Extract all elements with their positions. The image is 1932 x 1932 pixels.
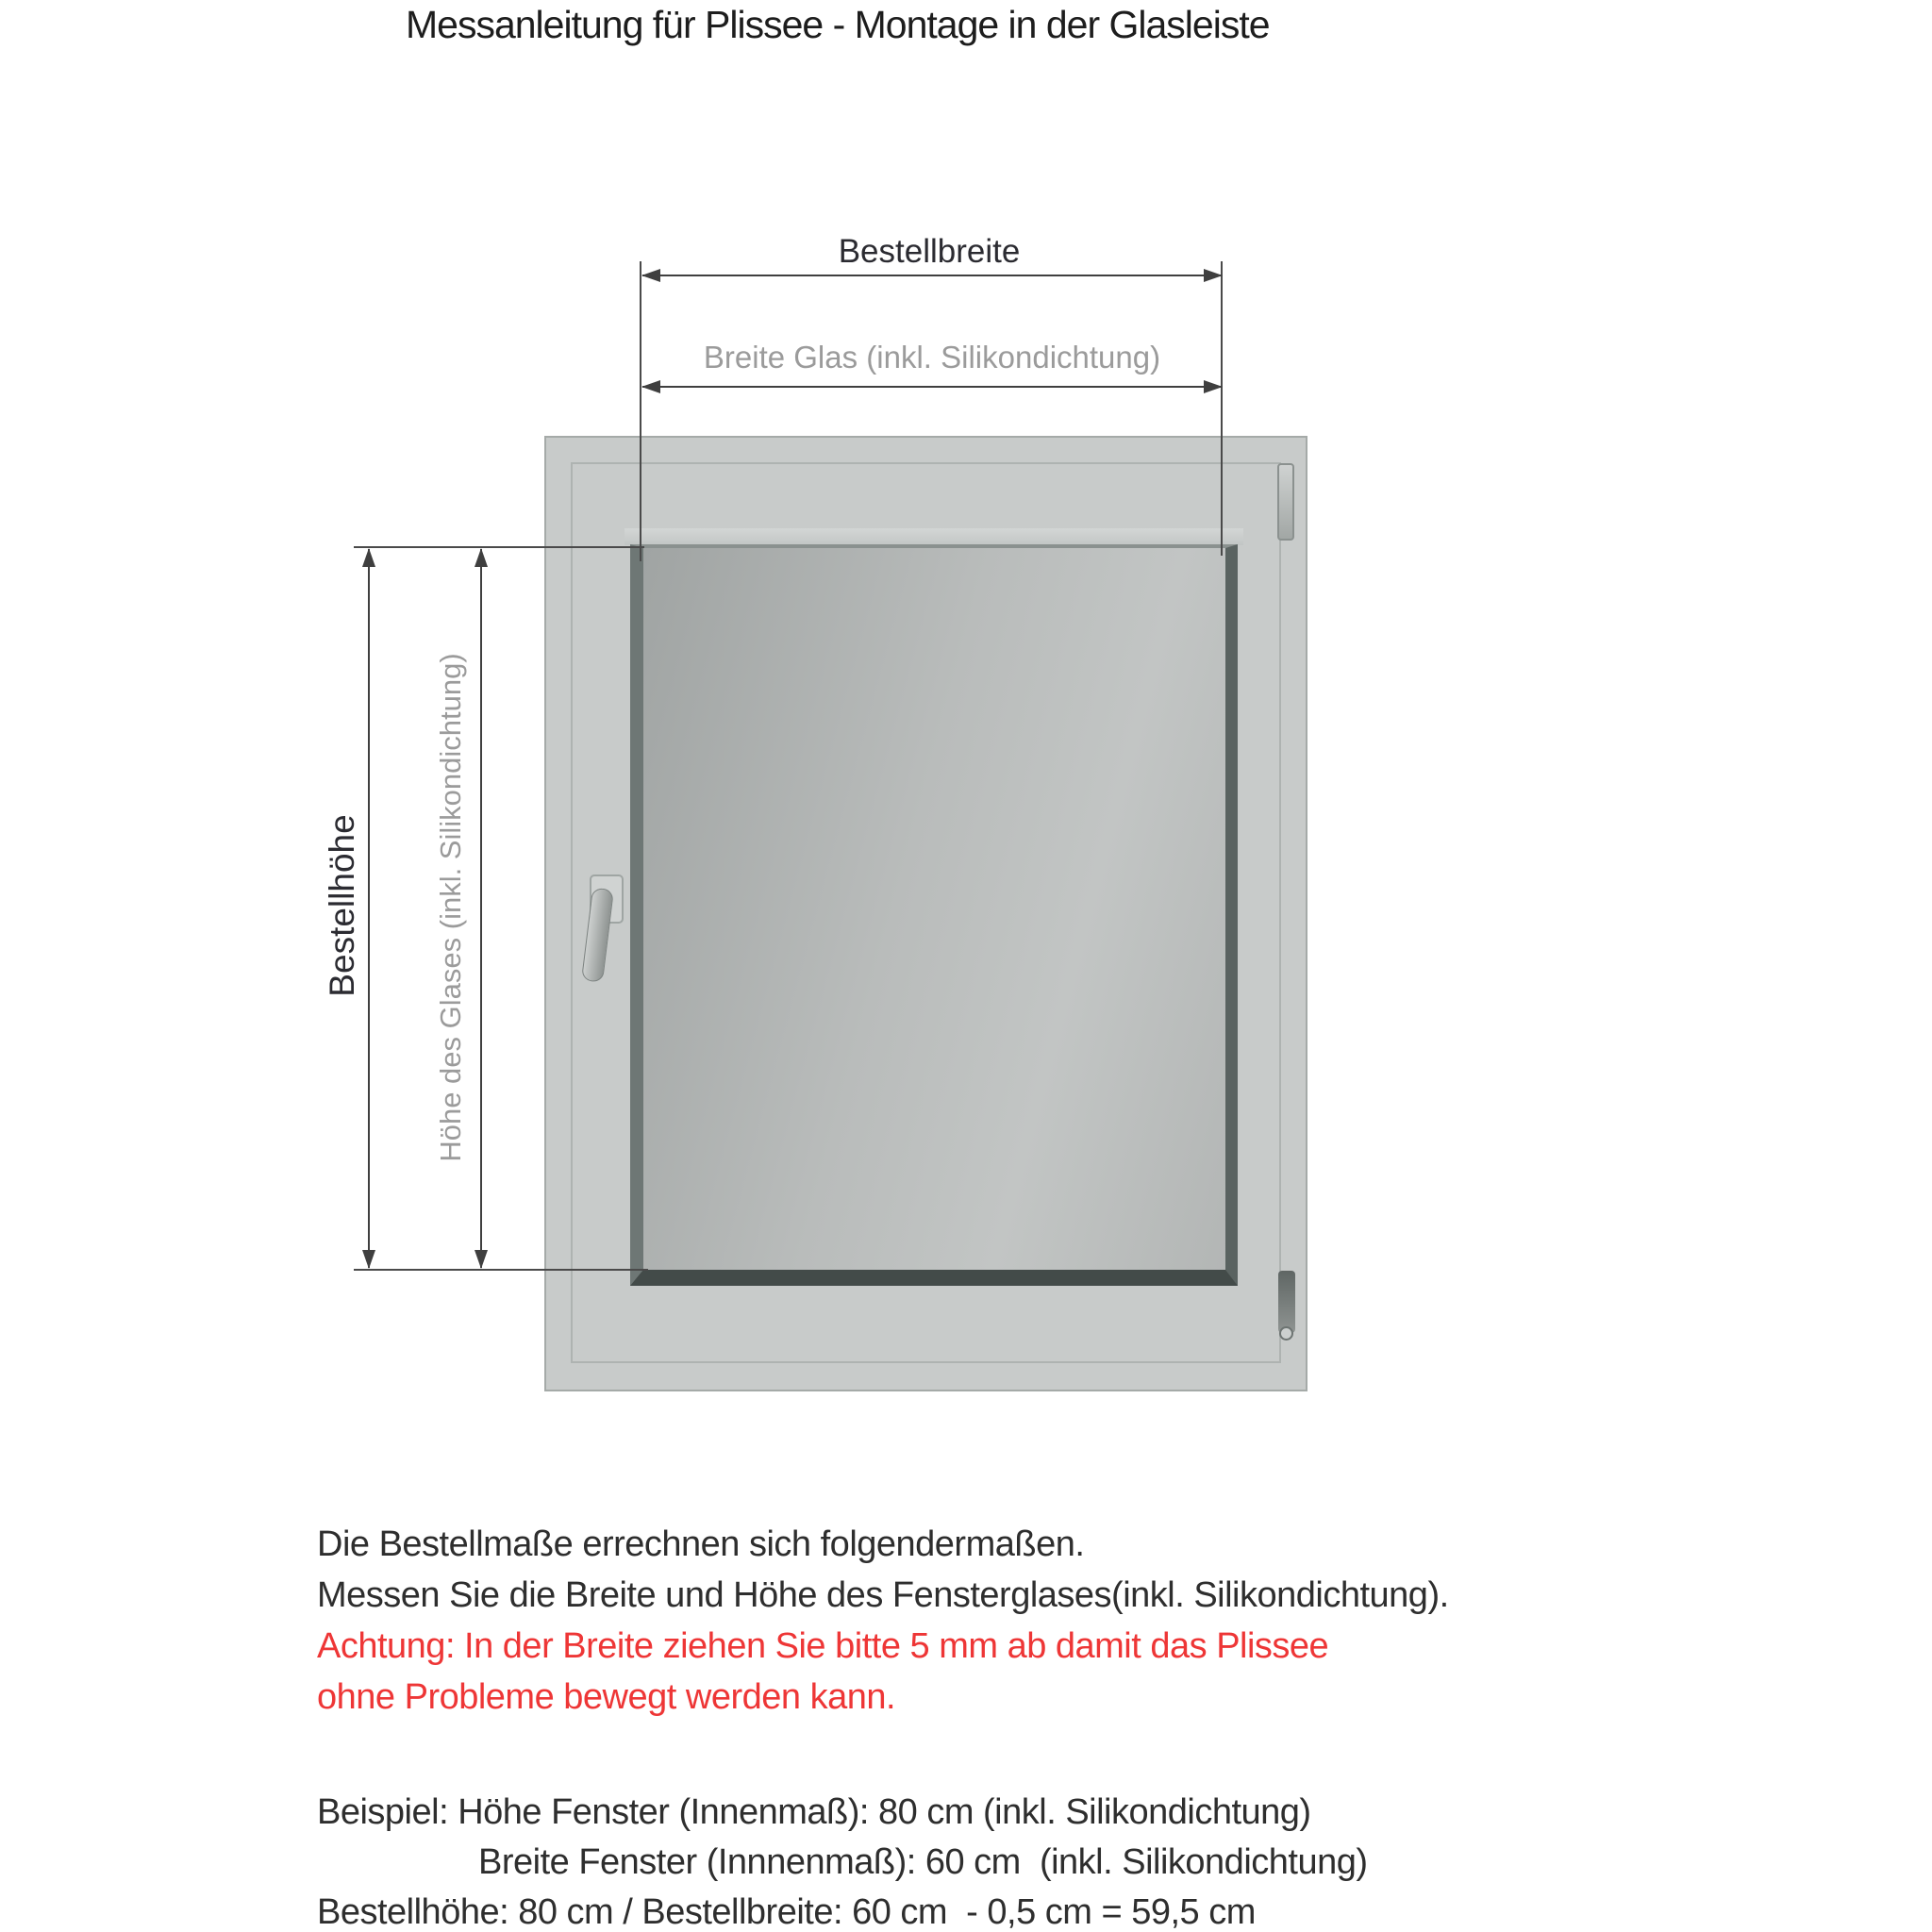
- tick-line-bottom: [354, 1269, 648, 1271]
- warning-line-2: ohne Probleme bewegt werden kann.: [317, 1677, 896, 1717]
- glass-height-dimension-arrow: [480, 549, 482, 1268]
- extension-line-right: [1221, 261, 1223, 556]
- glazing-bead-highlight: [625, 528, 1243, 545]
- example-line-3: Bestellhöhe: 80 cm / Bestellbreite: 60 cm - 0,5 cm = 59,5 cm: [317, 1892, 1256, 1932]
- window-hinge-bottom: [1278, 1271, 1295, 1333]
- instructions-paragraph: [317, 1519, 1449, 1723]
- tick-line-top: [354, 546, 644, 548]
- example-paragraph: [317, 1788, 1368, 1932]
- window-glass-pane: [630, 544, 1238, 1286]
- example-line-2: Breite Fenster (Innnenmaß): 60 cm (inkl. Silikondichtung): [478, 1842, 1368, 1882]
- glass-width-label: Breite Glas (inkl. Silikondichtung): [703, 340, 1161, 375]
- window-hinge-bottom-pin: [1279, 1326, 1293, 1341]
- glass-height-label: Höhe des Glases (inkl. Silikondichtung): [434, 653, 467, 1162]
- instruction-line-2: Messen Sie die Breite und Höhe des Fensterglases(inkl. Silikondichtung).: [317, 1575, 1449, 1615]
- order-width-dimension-arrow: [642, 275, 1222, 276]
- window-hinge-top: [1277, 463, 1294, 541]
- order-height-label: Bestellhöhe: [323, 814, 361, 997]
- order-height-dimension-arrow: [368, 549, 370, 1268]
- instruction-line-1: Die Bestellmaße errechnen sich folgendermaßen.: [317, 1524, 1085, 1564]
- warning-line-1: Achtung: In der Breite ziehen Sie bitte 5 mm ab damit das Plissee: [317, 1626, 1329, 1666]
- order-width-label: Bestellbreite: [838, 233, 1021, 270]
- page-title: Messanleitung für Plissee - Montage in der Glasleiste: [406, 3, 1270, 46]
- example-line-1: Beispiel: Höhe Fenster (Innenmaß): 80 cm (inkl. Silikondichtung): [317, 1792, 1311, 1832]
- glass-width-dimension-arrow: [642, 386, 1222, 388]
- extension-line-left: [640, 261, 641, 561]
